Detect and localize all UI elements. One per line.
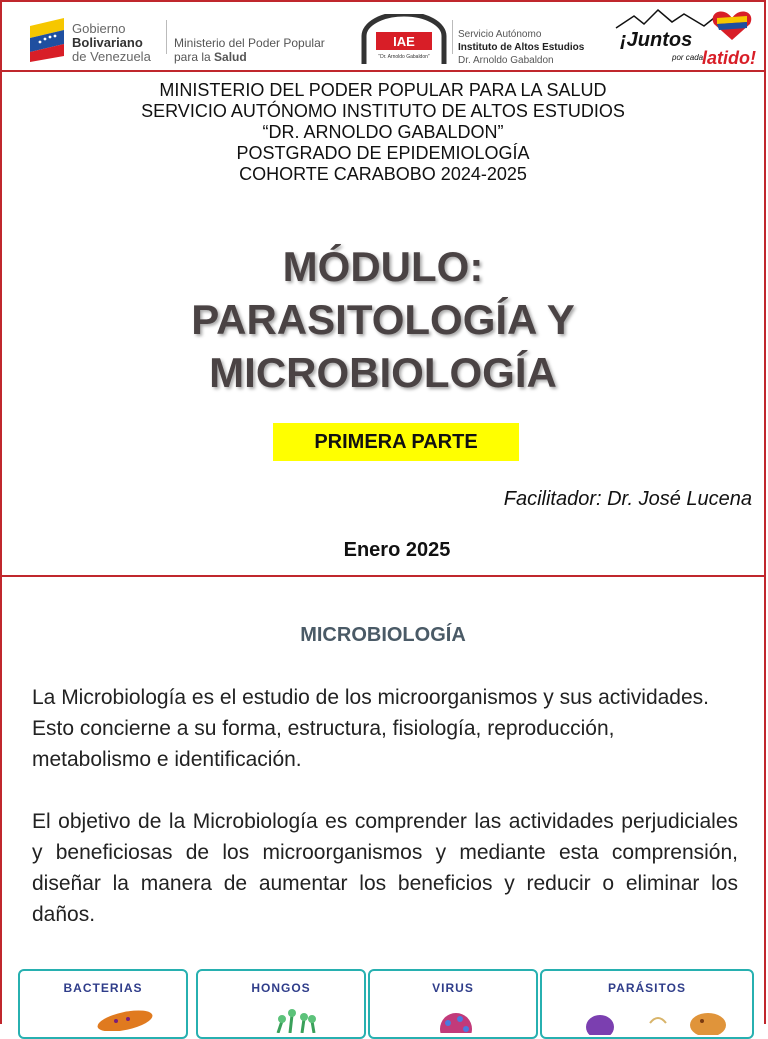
divider [166, 20, 167, 54]
institution-line: POSTGRADO DE EPIDEMIOLOGÍA [236, 143, 530, 163]
divider [452, 20, 453, 54]
institution-line: SERVICIO AUTÓNOMO INSTITUTO DE ALTOS ESTUDIOS [141, 101, 625, 121]
bacteria-icon [90, 1001, 160, 1031]
objective-paragraph: El objetivo de la Microbiología es comprender las actividades perjudiciales y beneficiosas de los microorganismos y mediante esta comprensión, diseñar la manera de aumentar los beneficios y reducir o eliminar los daños. [32, 810, 738, 926]
svg-text:¡Juntos: ¡Juntos [620, 29, 693, 51]
fungus-icon [268, 1003, 328, 1033]
svg-text:latido!: latido! [702, 48, 756, 68]
institution-line: MINISTERIO DEL PODER POPULAR PARA LA SALUD [159, 80, 607, 100]
iae-text: Servicio Autónomo Instituto de Altos Estudios Dr. Arnoldo Gabaldon [458, 29, 585, 66]
iae-logo-icon [358, 14, 450, 66]
part-label: PRIMERA PARTE [273, 423, 519, 461]
date: Enero 2025 [343, 539, 451, 561]
bolivariano-line: Bolivariano [72, 35, 143, 50]
institution-line: “DR. ARNOLDO GABALDON” [262, 122, 504, 142]
card-parasitos: PARÁSITOS [540, 969, 754, 1039]
juntos-por-cada-latido-logo-icon [614, 6, 756, 68]
facilitator: Facilitador: Dr. José Lucena [503, 488, 752, 510]
card-bacterias: BACTERIAS [18, 969, 188, 1039]
slide-title: MICROBIOLOGÍA [300, 624, 466, 646]
ministerio-salud-text: Ministerio del Poder Popular para la Salud [174, 36, 325, 64]
institution-block [2, 80, 764, 185]
iae-abbr: IAE [393, 34, 415, 49]
card-virus: VIRUS [368, 969, 538, 1039]
gobierno-bolivariano-logo [24, 12, 164, 66]
parasite-icon [570, 1001, 730, 1035]
svg-text:por cada: por cada [672, 53, 704, 62]
microorganism-cards [18, 969, 754, 1029]
module-title: MÓDULO: PARASITOLOGÍA Y MICROBIOLOGÍA [191, 243, 575, 396]
gobierno-line: Gobierno [72, 21, 126, 36]
logo-header [2, 2, 764, 72]
definition-paragraph: La Microbiología es el estudio de los microorganismos y sus actividades. Esto concierne a su forma, estructura, fisiología, reproducción, metabolismo e identificación. [32, 686, 709, 771]
card-hongos: HONGOS [196, 969, 366, 1039]
institution-line: COHORTE CARABOBO 2024-2025 [239, 164, 527, 184]
microbiology-slide [0, 575, 766, 1024]
virus-icon [426, 1003, 486, 1033]
venezuela-flag-icon [28, 16, 68, 62]
venezuela-line: de Venezuela [72, 49, 151, 64]
iae-sub: “Dr. Arnoldo Gabaldon” [378, 54, 430, 60]
